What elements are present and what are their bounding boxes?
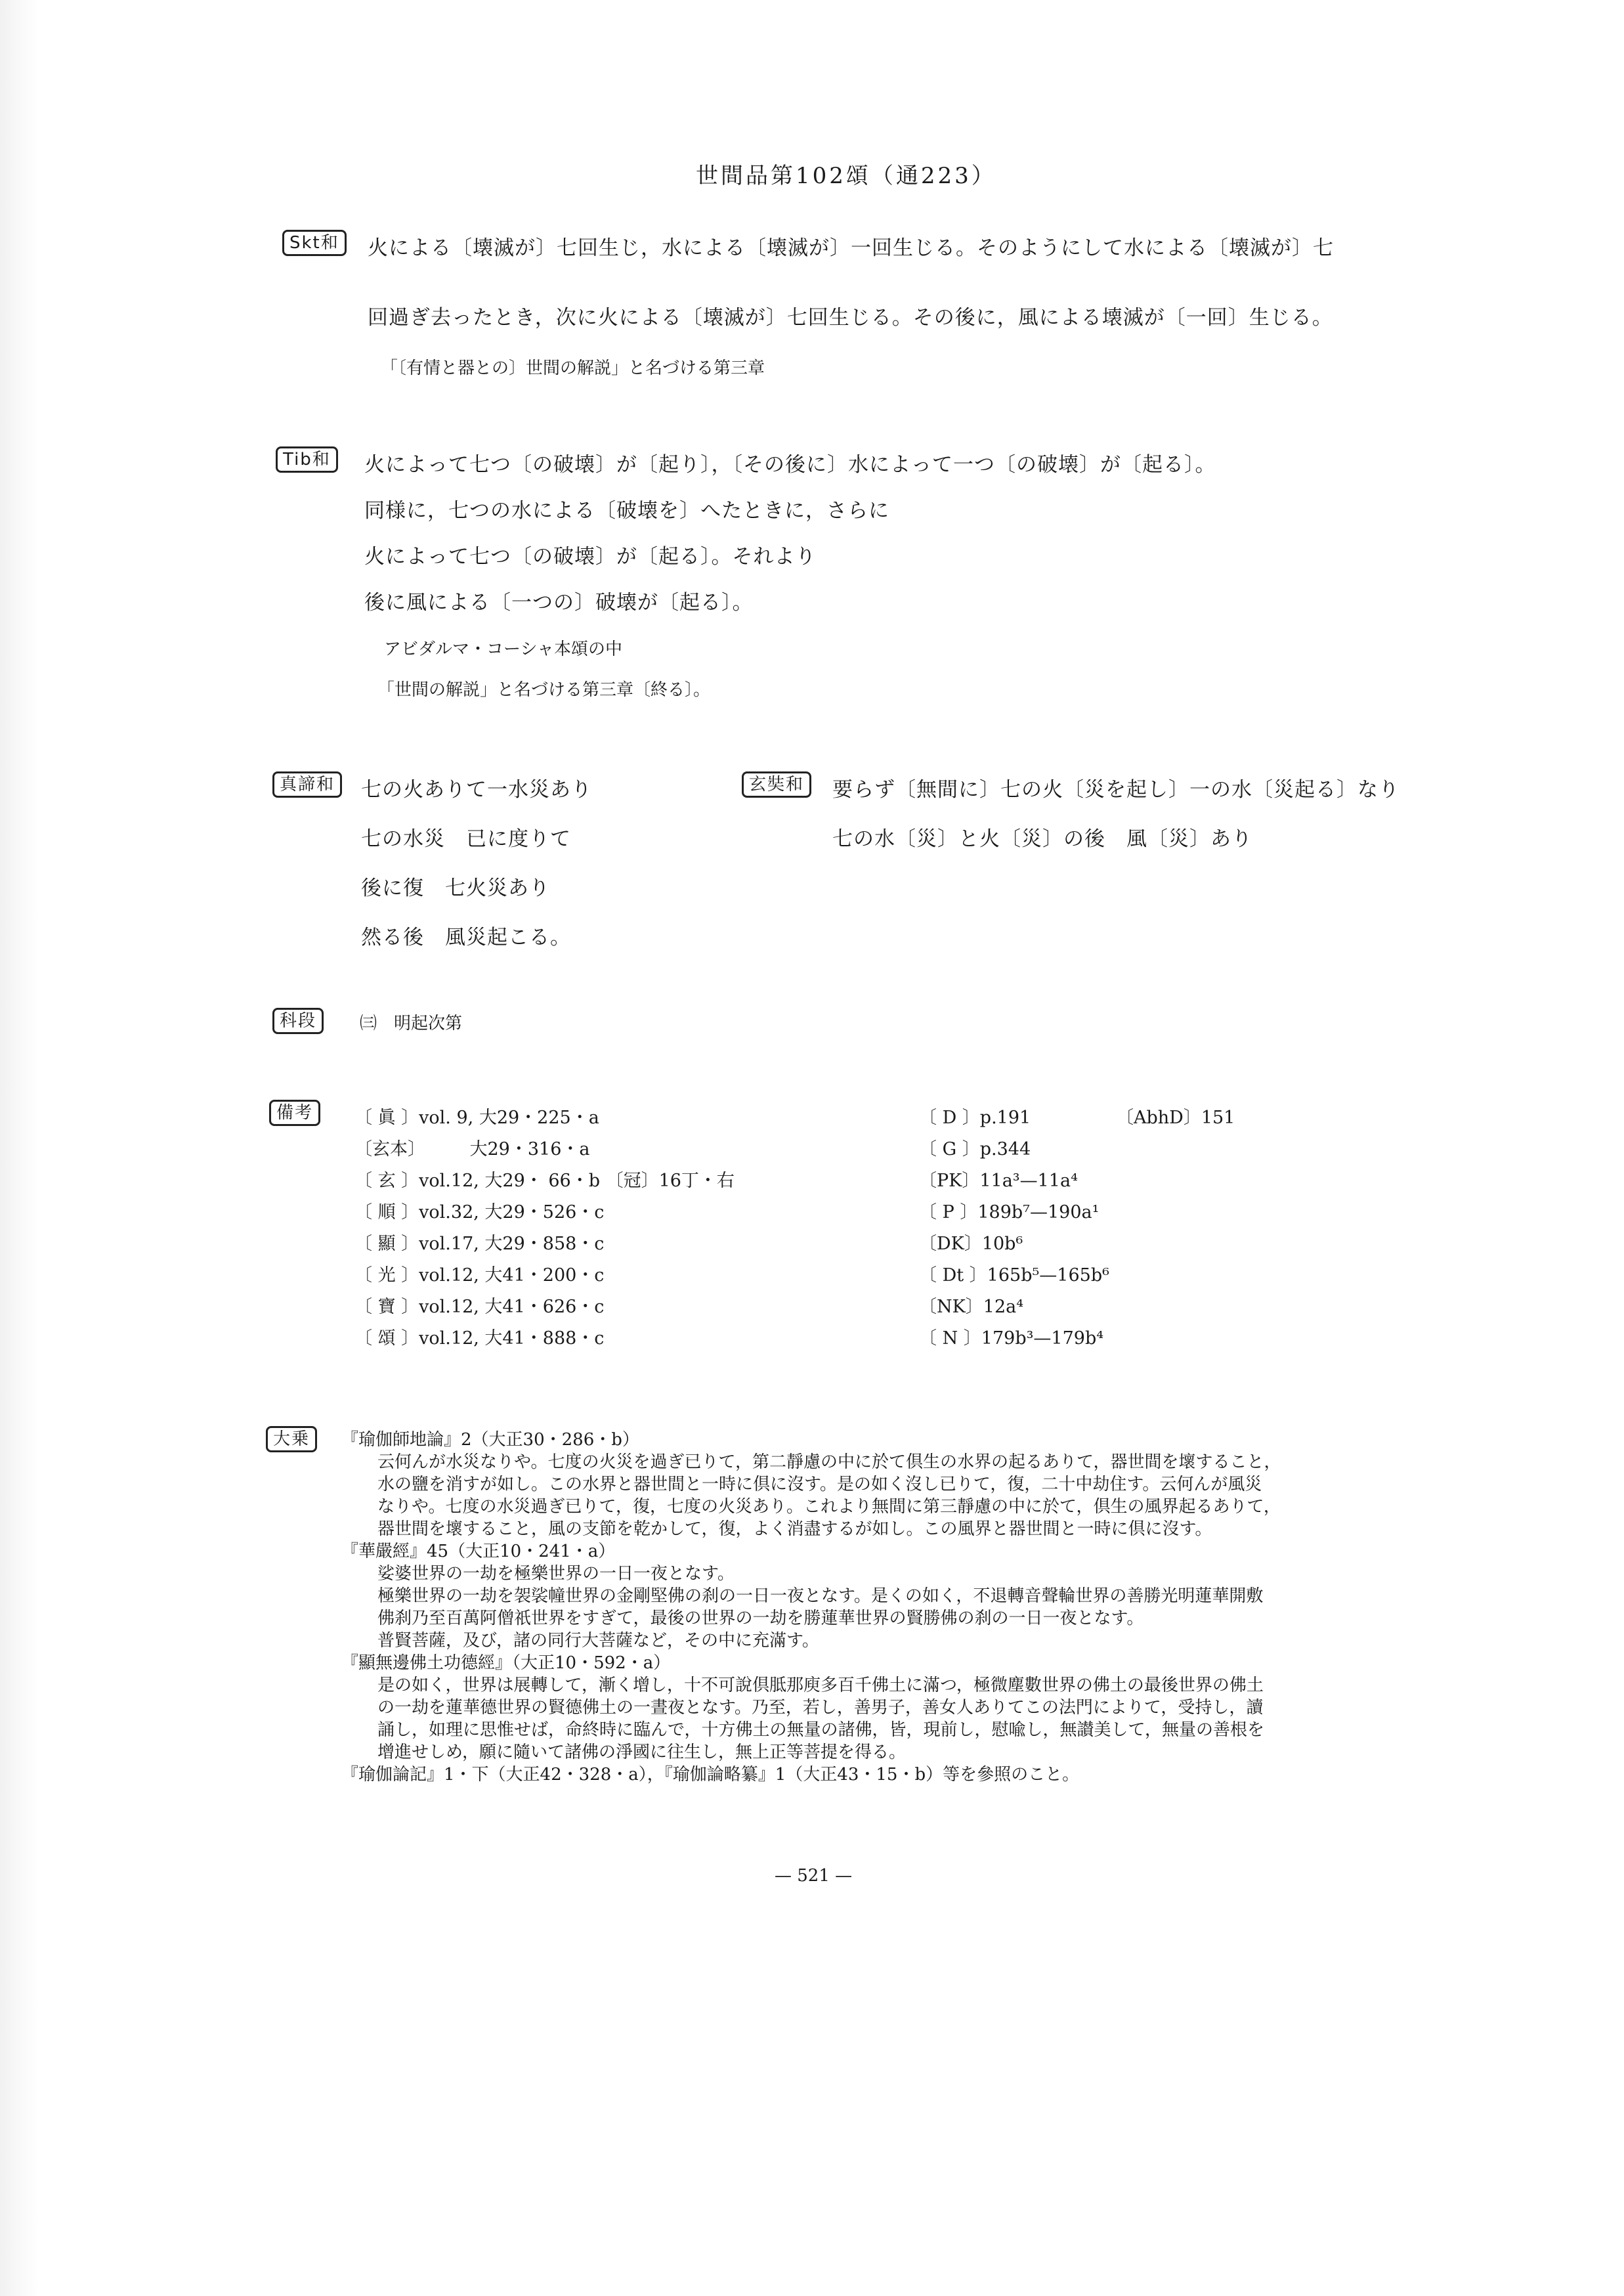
biko-right-3: 〔PK〕11a³—11a⁴ (919, 1171, 1078, 1191)
skt-tag: Skt和 (282, 230, 347, 256)
daijo-line-2: 云何んが水災なりや。七度の火災を過ぎ已りて，第二靜慮の中に於て倶生の水界の起るありて，器世間を壞すること， (377, 1452, 1281, 1472)
kadan-marker: ㈢ (360, 1014, 377, 1033)
daijo-line-11: 『顯無邊佛土功德經』（大正10・592・a） (341, 1653, 671, 1673)
genjo-line-2: 七の水〔災〕と火〔災〕の後 風〔災〕あり (832, 827, 1252, 851)
kadan-text: 明起次第 (394, 1014, 463, 1033)
shintai-line-2: 七の水災 已に度りて (361, 827, 571, 851)
shintai-tag: 真諦和 (272, 771, 342, 798)
genjo-tag: 玄奘和 (742, 771, 811, 798)
daijo-line-5: 器世間を壞すること，風の支節を乾かして，復，よく消盡するが如し。この風界と器世間と一時に倶に沒す。 (377, 1519, 1212, 1539)
biko-left-1: 〔 眞 〕vol. 9, 大29・225・a (354, 1108, 599, 1128)
skt-line-1: 火による〔壊滅が〕七回生じ，水による〔壊滅が〕一回生じる。そのようにして水による〔壊滅が〕七 (368, 236, 1334, 260)
daijo-line-13: の一劫を蓮華德世界の賢德佛土の一晝夜となす。乃至，若し，善男子，善女人ありてこの法門によりて，受持し，讀 (377, 1698, 1264, 1718)
page-number: — 521 — (775, 1866, 853, 1886)
biko-right-6: 〔 Dt 〕165b⁵—165b⁶ (919, 1265, 1109, 1286)
tib-line-4: 後に風による〔一つの〕破壊が〔起る〕。 (364, 591, 754, 615)
daijo-line-9: 佛刹乃至百萬阿僧祇世界をすぎて，最後の世界の一劫を勝蓮華世界の賢勝佛の刹の一日一夜となす。 (377, 1609, 1144, 1628)
biko-left-8: 〔 頌 〕vol.12, 大41・888・c (354, 1328, 605, 1349)
tib-note-1: アビダルマ・コーシャ本頌の中 (384, 639, 622, 659)
daijo-line-12: 是の如く，世界は展轉して，漸く增し，十不可說倶胝那庾多百千佛土に滿つ，極微塵數世界の佛土の最後世界の佛土 (377, 1676, 1264, 1695)
tib-line-2: 同様に，七つの水による〔破壊を〕へたときに，さらに (364, 499, 889, 523)
daijo-line-6: 『華嚴經』45（大正10・241・a） (341, 1542, 616, 1561)
skt-note: 「〔有情と器との〕世間の解説」と名づける第三章 (381, 358, 765, 378)
biko-left-6: 〔 光 〕vol.12, 大41・200・c (354, 1265, 605, 1286)
biko-right-4: 〔 P 〕189b⁷—190a¹ (919, 1202, 1100, 1223)
daijo-line-14: 誦し，如理に思惟せば，命終時に臨んで，十方佛土の無量の諸佛，皆，現前し，慰喩し，無讃美して，無量の善根を (377, 1720, 1264, 1740)
biko-left-7: 〔 寶 〕vol.12, 大41・626・c (354, 1297, 605, 1317)
biko-tag: 備考 (269, 1100, 320, 1126)
biko-left-4: 〔 順 〕vol.32, 大29・526・c (354, 1202, 605, 1223)
shintai-line-4: 然る後 風災起こる。 (361, 926, 571, 949)
daijo-line-8: 極樂世界の一劫を袈裟幢世界の金剛堅佛の刹の一日一夜となす。是くの如く，不退轉音聲輪世界の善勝光明蓮華開敷 (377, 1586, 1264, 1606)
biko-left-3: 〔 玄 〕vol.12, 大29・ 66・b 〔冠〕16丁・右 (354, 1171, 735, 1191)
biko-left-5: 〔 顯 〕vol.17, 大29・858・c (354, 1234, 605, 1254)
biko-abhd: 〔AbhD〕151 (1116, 1108, 1235, 1128)
kadan-tag: 科段 (272, 1008, 324, 1034)
skt-line-2: 回過ぎ去ったとき，次に火による〔壊滅が〕七回生じる。その後に，風による壊滅が〔一回〕生じる。 (368, 306, 1333, 330)
shintai-line-1: 七の火ありて一水災あり (361, 778, 592, 802)
daijo-line-10: 普賢菩薩，及び，諸の同行大菩薩など，その中に充滿す。 (377, 1631, 819, 1651)
tib-line-1: 火によって七つ〔の破壊〕が〔起り〕，〔その後に〕水によって一つ〔の破壊〕が〔起る〕。 (364, 453, 1216, 477)
biko-right-8: 〔 N 〕179b³—179b⁴ (919, 1328, 1104, 1349)
shintai-line-3: 後に復 七火災あり (361, 877, 550, 900)
daijo-line-4: なりや。七度の水災過ぎ已りて，復，七度の火災あり。これより無間に第三靜慮の中に於て，倶生の風界起るありて， (377, 1497, 1281, 1517)
daijo-line-3: 水の鹽を消すが如し。この水界と器世間と一時に倶に沒す。是の如く沒し已りて，復，二十中劫住す。云何んが風災 (377, 1475, 1262, 1494)
daijo-tag: 大乗 (266, 1426, 317, 1452)
page-title: 世間品第102頌（通223） (696, 163, 996, 189)
biko-right-5: 〔DK〕10b⁶ (919, 1234, 1023, 1254)
genjo-line-1: 要らず〔無間に〕七の火〔災を起し〕一の水〔災起る〕なり (832, 778, 1400, 802)
daijo-line-7: 娑婆世界の一劫を極樂世界の一日一夜となす。 (377, 1564, 735, 1584)
biko-right-1: 〔 D 〕p.191 (919, 1108, 1031, 1128)
tib-tag: Tib和 (276, 446, 338, 473)
scan-edge-shadow (0, 0, 39, 2296)
biko-right-2: 〔 G 〕p.344 (919, 1139, 1031, 1159)
daijo-line-15: 增進せしめ，願に隨いて諸佛の淨國に往生し，無上正等菩提を得る。 (377, 1743, 906, 1762)
biko-left-2: 〔玄本〕 大29・316・a (354, 1139, 590, 1159)
daijo-line-16: 『瑜伽論記』1・下（大正42・328・a），『瑜伽論略纂』1（大正43・15・b）等を參照のこと。 (341, 1765, 1080, 1785)
tib-line-3: 火によって七つ〔の破壊〕が〔起る〕。それより (364, 545, 817, 569)
daijo-line-1: 『瑜伽師地論』2（大正30・286・b） (341, 1430, 639, 1450)
tib-note-2: 「世間の解説」と名づける第三章〔終る〕。 (377, 680, 711, 700)
biko-right-7: 〔NK〕12a⁴ (919, 1297, 1024, 1317)
